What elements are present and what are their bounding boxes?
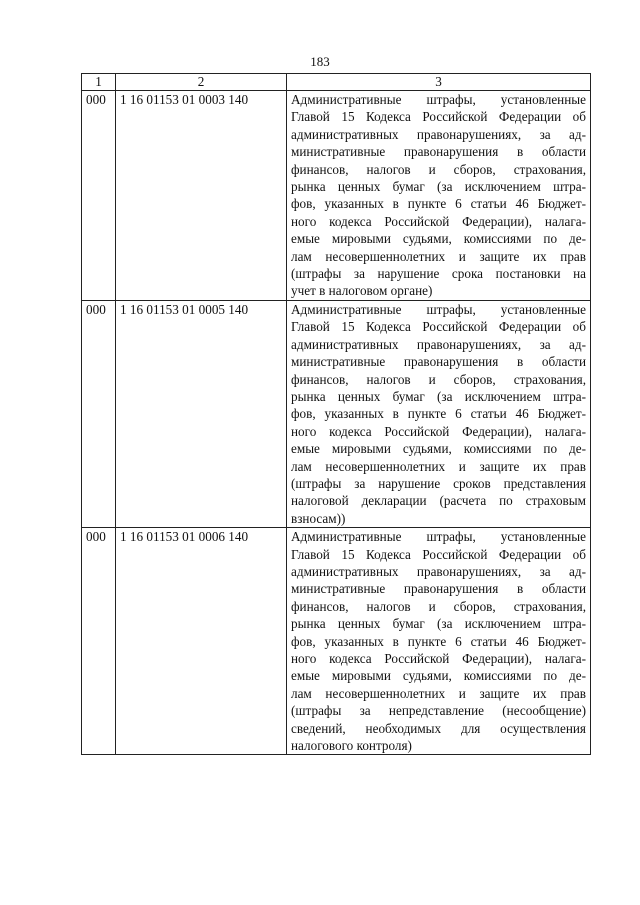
description-line: финансов, налогов и сборов, страхования,: [291, 161, 586, 177]
description-line: административных правонарушениях, за ад-: [291, 336, 586, 352]
description-line: учет в налоговом органе): [291, 283, 433, 299]
column-header-1: 1: [82, 74, 116, 91]
description-line: ного кодекса Российской Федерации), налага-: [291, 423, 586, 439]
description-line: ного кодекса Российской Федерации), налага-: [291, 213, 586, 229]
description-line: рынка ценных бумаг (за исключением штра-: [291, 388, 586, 404]
column-header-2: 2: [116, 74, 287, 91]
admin-code-cell: 000: [82, 300, 116, 527]
description-line: Административные штрафы, установленные: [291, 92, 586, 107]
description-cell: [287, 300, 591, 527]
description-cell: [287, 91, 591, 301]
description-line: Главой 15 Кодекса Российской Федерации об: [291, 546, 586, 562]
table-row: [82, 528, 591, 755]
admin-code-cell: 000: [82, 91, 116, 301]
description-line: фов, указанных в пункте 6 статьи 46 Бюджет-: [291, 406, 586, 422]
description-line: взносам)): [291, 510, 346, 526]
description-line: Главой 15 Кодекса Российской Федерации об: [291, 109, 586, 125]
kbk-code-cell: 1 16 01153 01 0005 140: [116, 300, 287, 527]
description-line: фов, указанных в пункте 6 статьи 46 Бюджет-: [291, 633, 586, 649]
admin-code-cell: 000: [82, 528, 116, 755]
description-line: министративные правонарушения в области: [291, 581, 586, 597]
description-line: рынка ценных бумаг (за исключением штра-: [291, 179, 586, 195]
table-row: [82, 300, 591, 527]
description-line: ного кодекса Российской Федерации), налага-: [291, 651, 586, 666]
table-body: [82, 91, 591, 755]
description-cell: [287, 528, 591, 755]
description-line: министративные правонарушения в области: [291, 144, 586, 160]
page-number: 183: [310, 54, 330, 69]
description-line: Административные штрафы, установленные: [291, 301, 586, 317]
kbk-code-cell: 1 16 01153 01 0006 140: [116, 528, 287, 755]
description-line: финансов, налогов и сборов, страхования,: [291, 598, 586, 614]
description-line: налоговой декларации (расчета по страховым: [291, 493, 586, 509]
kbk-code-cell: 1 16 01153 01 0003 140: [116, 91, 287, 301]
description-line: фов, указанных в пункте 6 статьи 46 Бюджет-: [291, 196, 586, 212]
description-line: (штрафы за нарушение сроков представления: [291, 475, 586, 491]
description-line: емые мировыми судьями, комиссиями по де-: [291, 231, 586, 247]
description-line: налогового контроля): [291, 738, 412, 754]
description-line: Административные штрафы, установленные: [291, 529, 586, 545]
description-line: сведений, необходимых для осуществления: [291, 720, 586, 736]
description-line: Главой 15 Кодекса Российской Федерации об: [291, 319, 586, 335]
table-header-row: [82, 74, 591, 91]
description-line: лам несовершеннолетних и защите их прав: [291, 685, 586, 701]
description-line: лам несовершеннолетних и защите их прав: [291, 458, 586, 474]
description-line: (штрафы за нарушение срока постановки на: [291, 266, 586, 282]
description-line: административных правонарушениях, за ад-: [291, 126, 586, 142]
column-header-3: 3: [287, 74, 591, 91]
description-line: емые мировыми судьями, комиссиями по де-: [291, 441, 586, 457]
description-line: лам несовершеннолетних и защите их прав: [291, 248, 586, 264]
table-row: [82, 91, 591, 301]
description-line: финансов, налогов и сборов, страхования,: [291, 371, 586, 387]
budget-classification-table: [81, 73, 591, 755]
description-line: (штрафы за непредставление (несообщение): [291, 703, 586, 719]
description-line: рынка ценных бумаг (за исключением штра-: [291, 616, 586, 632]
description-line: емые мировыми судьями, комиссиями по де-: [291, 668, 586, 684]
description-line: административных правонарушениях, за ад-: [291, 563, 586, 579]
description-line: министративные правонарушения в области: [291, 354, 586, 370]
